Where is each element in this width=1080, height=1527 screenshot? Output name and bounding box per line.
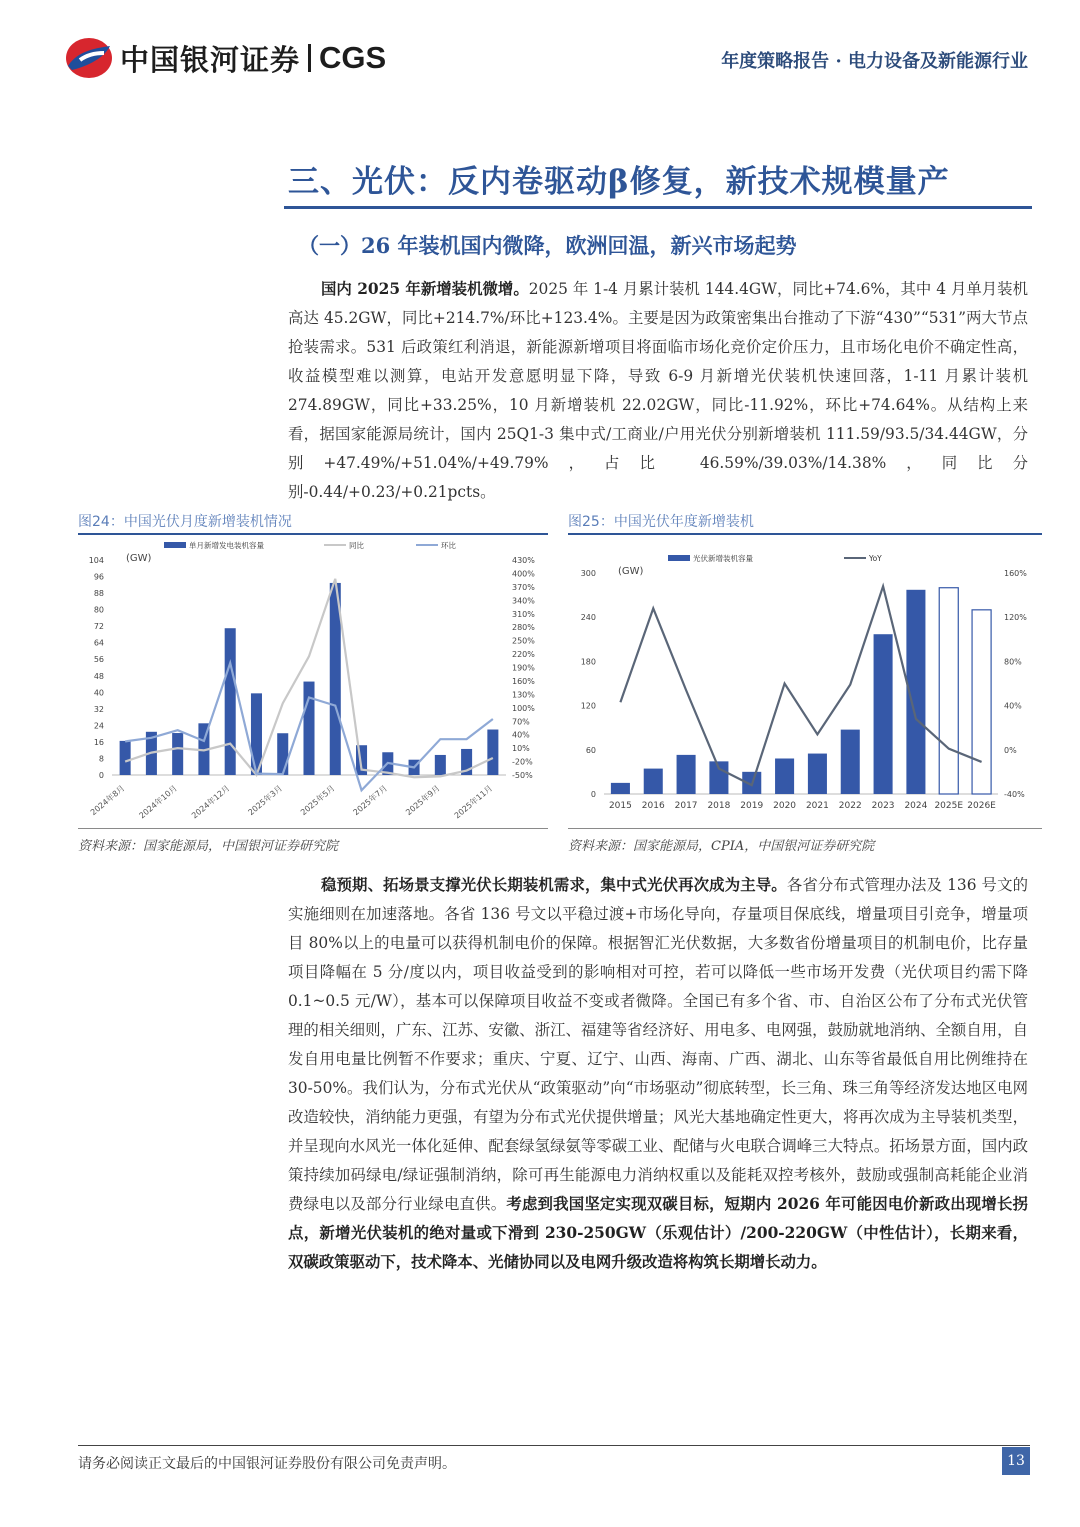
paragraph-1-lead: 国内 2025 年新增装机微增。 [321, 280, 529, 298]
y-right-tick-label: 280% [512, 623, 535, 633]
y-left-tick-label: 240 [580, 613, 596, 623]
legend-label: 光伏新增装机容量 [693, 554, 753, 563]
x-tick-label: 2025年3月 [246, 783, 285, 818]
paragraph-1-body: 2025 年 1-4 月累计装机 144.4GW，同比+74.6%，其中 4 月单月装机高达 45.2GW，同比+214.7%/环比+123.4%。主要是因为政策密集出台推动了下游“430”“531”两大节点抢装需求。531 后政策红利消退，新能源新增项目将面临市场化竞价定价压力，且市场化电价不确定性高，收益模型难以测算，电站开发意愿明显下降，导致 6-9 月新增光伏装机快速回落，1-11 月累计装机 274.89GW，同比+33.25%，10 月新增装机 22.02GW，同比-11.92%，环比+74.64%。从结构上来看，据国家能源局统计，国内 25Q1-3 集中式/工商业/户用光伏分别新增装机 111.59/93.5/34.44GW，分别+47.49%/+51.04%/+49.79%，占比 46.59%/39.03%/14.38%，同比分别-0.44/+0.23/+0.21pcts。 [288, 280, 1028, 501]
y-left-tick-label: 88 [93, 589, 104, 599]
y-right-tick-label: 160% [512, 676, 535, 686]
y-left-tick-label: 72 [93, 622, 104, 632]
page-number: 13 [1002, 1447, 1030, 1475]
legend-label: 环比 [441, 541, 456, 550]
y-left-tick-label: 0 [98, 771, 104, 780]
bar [644, 769, 663, 794]
x-tick-label: 2021 [805, 801, 829, 811]
paragraph-1 [288, 275, 1028, 507]
x-tick-label: 2016 [641, 801, 665, 811]
paragraph-2-body: 各省分布式管理办法及 136 号文的实施细则在加速落地。各省 136 号文以平稳过渡+市场化导向，存量项目保底线，增量项目引竞争，增量项目 80%以上的电量可以获得机制电价的保障。根据智汇光伏数据，大多数省份增量项目的机制电价，比存量项目降幅在 5 分/度以内，项目收益受到的影响相对可控，若可以降低一些市场开发费（光伏项目约需下降 0.1~0.5 元/W），基本可以保障项目收益不变或者微降。全国已有多个省、市、自治区公布了分布式光伏管理的相关细则，广东、江苏、安徽、浙江、福建等省经济好、用电多、电网强，鼓励就地消纳、全额自用，自发自用电量比例暂不作要求；重庆、宁夏、辽宁、山西、海南、广西、湖北、山东等省最低自用比例维持在 30-50%。我们认为，分布式光伏从“政策驱动”向“市场驱动”彻底转型，长三角、珠三角等经济发达地区电网改造较快，消纳能力更强，有望为分布式光伏提供增量；风光大基地确定性更大，将再次成为主导装机类型，并呈现向水风光一体化延伸、配套绿氢绿氨等零碳工业、配储与火电联合调峰三大特点。拓场景方面，国内政策持续加码绿电/绿证强制消纳，除可再生能源电力消纳权重以及能耗双控考核外，鼓励或强制高耗能企业消费绿电以及部分行业绿电直供。 [288, 876, 1028, 1213]
x-tick-label: 2024年8月 [88, 783, 127, 818]
bar [677, 755, 696, 794]
y-left-tick-label: 120 [580, 701, 596, 711]
y-right-tick-label: 310% [512, 609, 535, 619]
y-left-tick-label: 60 [585, 745, 596, 755]
x-tick-label: 2017 [674, 801, 698, 811]
y-right-tick-label: 220% [512, 650, 535, 660]
x-tick-label: 2025年11月 [452, 783, 495, 821]
y-right-tick-label: 370% [512, 582, 535, 592]
figure-25-source: 资料来源：国家能源局，CPIA，中国银河证券研究院 [568, 839, 875, 854]
x-tick-label: 2018 [707, 801, 731, 811]
report-type: 年度策略报告 · 电力设备及新能源行业 [721, 51, 1028, 72]
y-right-tick-label: -40% [1004, 790, 1025, 799]
y-right-tick-label: 10% [512, 744, 530, 754]
y-right-tick-label: 250% [512, 636, 535, 646]
bar [172, 733, 183, 775]
y-right-tick-label: -50% [512, 771, 533, 780]
x-tick-label: 2025E [934, 801, 964, 811]
y-unit-label: (GW) [618, 566, 644, 577]
bar [277, 733, 288, 775]
x-tick-label: 2022 [838, 801, 862, 811]
x-tick-label: 2019 [740, 801, 764, 811]
x-tick-label: 2025年7月 [351, 783, 390, 818]
paragraph-2-lead: 稳预期、拓场景支撑光伏长期装机需求，集中式光伏再次成为主导。 [321, 876, 787, 894]
x-tick-label: 2026E [967, 801, 996, 811]
x-tick-label: 2025年9月 [404, 783, 442, 818]
x-tick-label: 2024 [904, 801, 928, 811]
paragraph-2-conclusion: 考虑到我国坚定实现双碳目标，短期内 2026 年可能因电价新政出现增长拐点，新增光伏装机的绝对量或下滑到 230-250GW（乐观估计）/200-220GW（中性估计），长期来看，双碳政策驱动下，技术降本、光储协同以及电网升级改造将构筑长期增长动力。 [288, 1195, 1028, 1271]
figure-24-source: 资料来源：国家能源局，中国银河证券研究院 [78, 839, 339, 854]
y-right-tick-label: 400% [512, 569, 535, 579]
x-tick-label: 2024年12月 [190, 783, 232, 821]
brand-logo [64, 36, 386, 80]
figure-25-top-rule [568, 533, 1042, 535]
y-left-tick-label: 32 [93, 704, 104, 714]
y-right-tick-label: 70% [512, 717, 530, 727]
y-left-tick-label: 64 [93, 638, 104, 648]
x-tick-label: 2015 [608, 801, 632, 811]
footer-disclaimer: 请务必阅读正文最后的中国银河证券股份有限公司免责声明。 [78, 1456, 456, 1472]
brand-separator [308, 44, 311, 72]
y-right-tick-label: 40% [512, 730, 530, 740]
y-left-tick-label: 8 [98, 754, 104, 764]
bar [611, 783, 630, 794]
y-left-tick-label: 48 [93, 671, 104, 681]
y-right-tick-label: 120% [1004, 613, 1027, 623]
legend-label: 同比 [349, 541, 364, 550]
y-right-tick-label: 40% [1004, 701, 1022, 711]
figure-24-bottom-rule [78, 828, 548, 829]
legend-swatch [164, 542, 186, 548]
figure-24-chart [78, 537, 548, 825]
bar [874, 634, 893, 794]
y-right-tick-label: 160% [1004, 569, 1027, 578]
bar [225, 628, 236, 775]
paragraph-2 [288, 871, 1028, 1277]
y-left-tick-label: 80 [93, 605, 104, 615]
legend-label: YoY [869, 554, 882, 563]
figure-24-title: 图24：中国光伏月度新增装机情况 [78, 514, 292, 530]
y-right-tick-label: -20% [512, 757, 533, 767]
y-right-tick-label: 190% [512, 663, 535, 673]
figure-25-title: 图25：中国光伏年度新增装机 [568, 514, 754, 530]
y-left-tick-label: 16 [93, 737, 104, 747]
figure-25-bottom-rule [568, 828, 1042, 829]
x-tick-label: 2025年5月 [299, 783, 337, 818]
y-right-tick-label: 130% [512, 690, 535, 700]
y-left-tick-label: 56 [93, 655, 104, 665]
y-right-tick-label: 0% [1004, 745, 1017, 755]
bar-estimate [972, 610, 991, 794]
bar [775, 758, 794, 794]
legend-swatch [668, 555, 690, 561]
y-left-tick-label: 300 [580, 569, 596, 578]
y-left-tick-label: 40 [93, 688, 104, 698]
bar [841, 730, 860, 794]
brand-name-cn: 中国银河证券 [120, 42, 301, 77]
figure-25-chart [568, 537, 1042, 825]
y-left-tick-label: 180 [580, 657, 596, 667]
y-right-tick-label: 340% [512, 596, 535, 606]
brand-name-en: CGS [319, 40, 387, 75]
bar [808, 754, 827, 794]
y-right-tick-label: 100% [512, 703, 535, 713]
y-right-tick-label: 80% [1004, 657, 1022, 667]
y-left-tick-label: 96 [93, 572, 104, 582]
y-right-tick-label: 430% [512, 556, 535, 565]
x-tick-label: 2020 [773, 801, 797, 811]
footer-rule [78, 1445, 1030, 1446]
x-tick-label: 2024年10月 [137, 783, 179, 821]
bar [303, 682, 314, 775]
bar [120, 741, 131, 775]
y-left-tick-label: 0 [590, 790, 596, 799]
series-line-1 [620, 586, 981, 785]
cgs-logo-icon [64, 36, 114, 80]
bar-estimate [939, 588, 958, 794]
y-left-tick-label: 104 [88, 556, 104, 565]
y-left-tick-label: 24 [93, 721, 104, 731]
bar [487, 730, 498, 775]
section-title: 三、光伏：反内卷驱动β修复，新技术规模量产 [288, 164, 950, 200]
bar [435, 755, 446, 775]
x-tick-label: 2023 [871, 801, 895, 811]
subsection-title: （一）26 年装机国内微降，欧洲回温，新兴市场起势 [298, 233, 797, 258]
figure-24-top-rule [78, 533, 548, 535]
y-unit-label: (GW) [126, 553, 152, 564]
section-divider [284, 206, 1032, 209]
legend-label: 单月新增发电装机容量 [189, 541, 264, 550]
